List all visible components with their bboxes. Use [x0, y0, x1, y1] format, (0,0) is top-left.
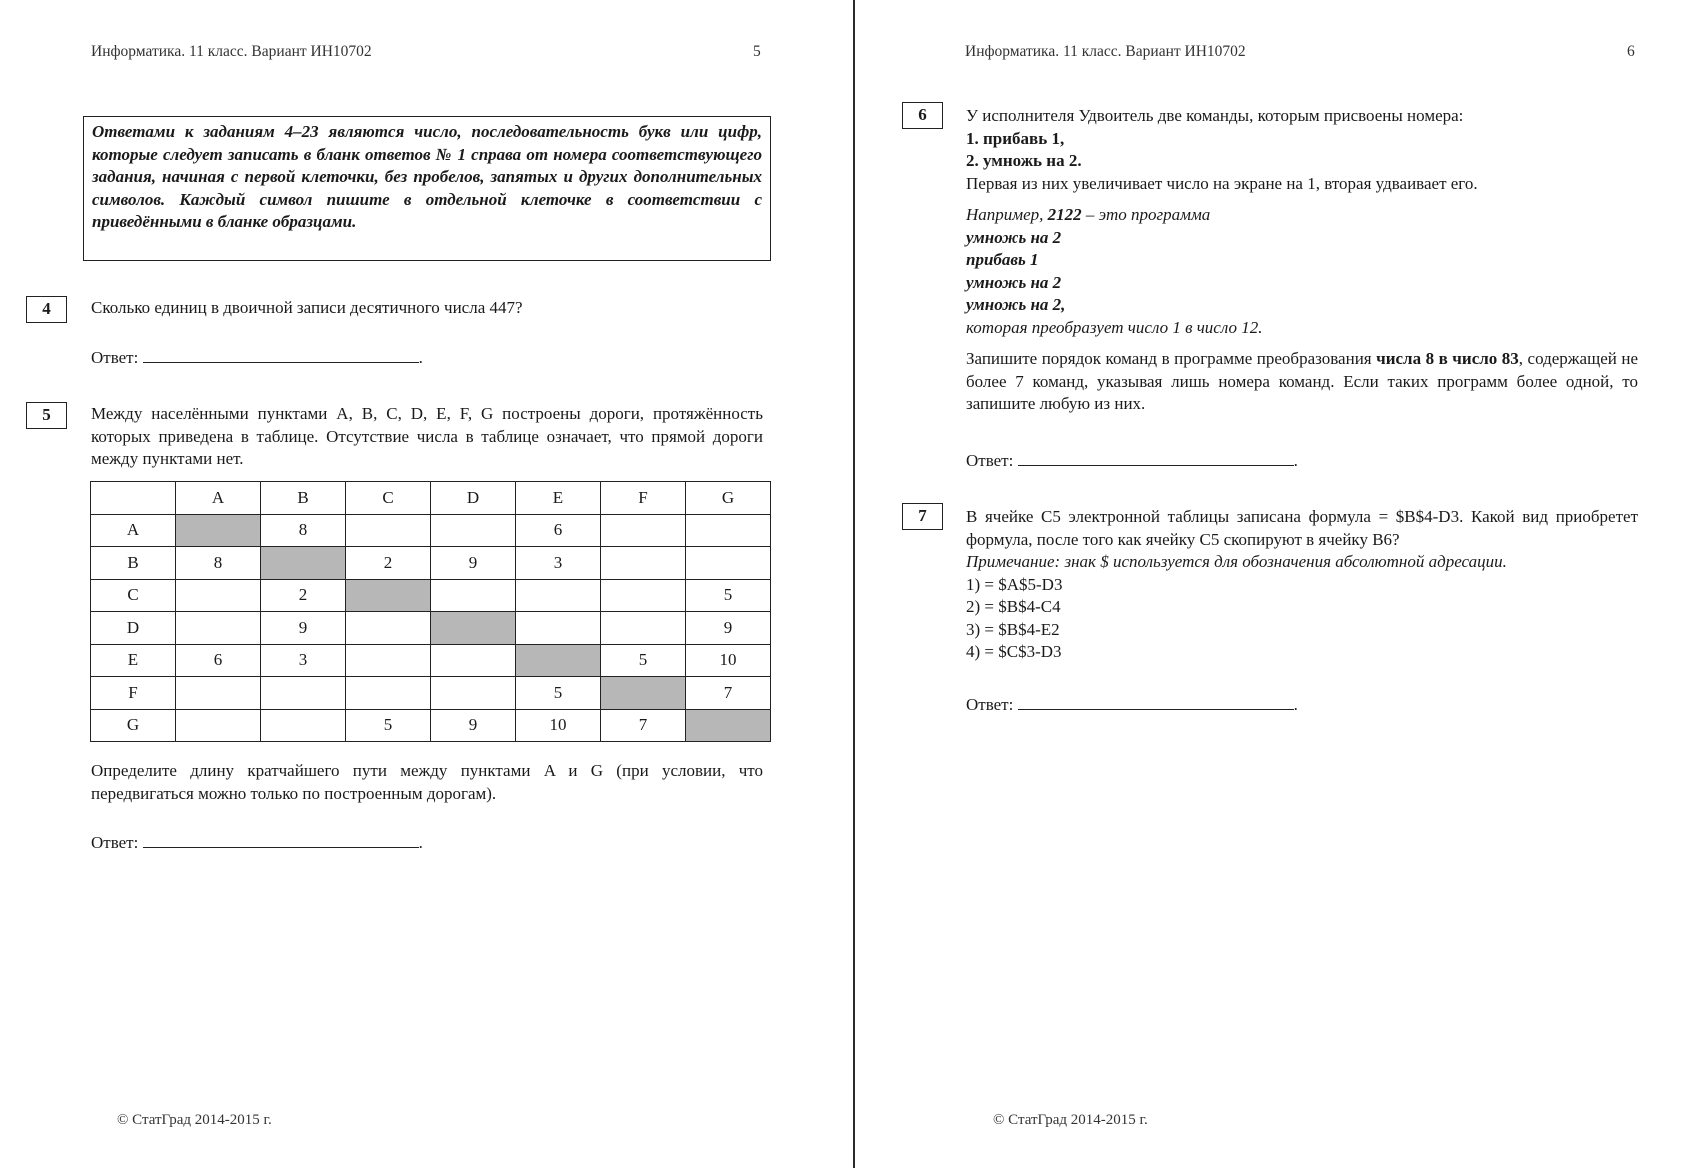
row-header: A — [91, 514, 176, 547]
table-cell: 5 — [686, 579, 771, 612]
task6-example-prefix: Например, — [966, 205, 1048, 224]
table-cell — [176, 612, 261, 645]
task6-question-part2: , содержащей не более 7 команд, указывая лишь номера команд. Если таких программ более одной, то запишите любую из них. — [966, 349, 1638, 413]
task6-example-suffix: – это программа — [1081, 205, 1211, 224]
right-header-title: Информатика. 11 класс. Вариант ИН10702 — [965, 43, 1246, 60]
table-cell — [431, 644, 516, 677]
left-page-number: 5 — [753, 43, 761, 60]
table-cell: 9 — [261, 612, 346, 645]
table-cell — [686, 547, 771, 580]
left-footer: © СтатГрад 2014-2015 г. — [117, 1112, 272, 1128]
table-cell — [601, 514, 686, 547]
table-row — [91, 547, 771, 580]
table-row — [91, 514, 771, 547]
table-cell: 2 — [346, 547, 431, 580]
table-row — [91, 579, 771, 612]
table-corner-cell — [91, 482, 176, 515]
task5-question: Определите длину кратчайшего пути между пунктами A и G (при условии, что передвигаться можно только по построенным дорогам). — [91, 761, 763, 803]
task6-example-step: умножь на 2 — [966, 227, 1062, 247]
task6-example-result: которая преобразует число 1 в число 12. — [966, 317, 1263, 337]
table-cell: 5 — [516, 677, 601, 710]
table-cell — [601, 612, 686, 645]
table-cell — [176, 677, 261, 710]
table-cell-diagonal — [346, 579, 431, 612]
task7-option: 4) = $C$3-D3 — [966, 642, 1062, 661]
table-cell — [516, 579, 601, 612]
row-header: E — [91, 644, 176, 677]
table-cell: 3 — [516, 547, 601, 580]
table-cell — [346, 612, 431, 645]
task6-question — [966, 348, 1638, 416]
task6-body — [966, 105, 1638, 416]
table-cell — [431, 677, 516, 710]
roads-table — [90, 481, 771, 742]
task6-command-2: 2. умножь на 2. — [966, 151, 1082, 170]
task7-body — [966, 506, 1638, 664]
task6-example-line — [966, 204, 1638, 227]
table-cell — [261, 709, 346, 742]
task7-answer-end: . — [1293, 695, 1298, 714]
table-cell: 7 — [601, 709, 686, 742]
task4-answer-label: Ответ: — [91, 348, 139, 367]
task6-intro: У исполнителя Удвоитель две команды, которым присвоены номера: — [966, 106, 1464, 125]
task6-number: 6 — [902, 102, 943, 129]
table-cell: 10 — [686, 644, 771, 677]
table-cell: 8 — [176, 547, 261, 580]
task7-answer-label: Ответ: — [966, 695, 1014, 714]
column-header: C — [346, 482, 431, 515]
table-cell: 9 — [431, 547, 516, 580]
task6-description: Первая из них увеличивает число на экране на 1, вторая удваивает его. — [966, 173, 1478, 193]
task7-answer — [966, 693, 1298, 717]
task6-question-bold: числа 8 в число 83 — [1376, 349, 1519, 368]
task6-answer-field[interactable] — [1018, 449, 1294, 466]
table-cell: 9 — [431, 709, 516, 742]
column-header: F — [601, 482, 686, 515]
table-cell: 6 — [516, 514, 601, 547]
table-cell — [346, 644, 431, 677]
task5-answer-end: . — [418, 833, 423, 852]
column-header: D — [431, 482, 516, 515]
task5-answer — [91, 831, 423, 855]
table-cell-diagonal — [686, 709, 771, 742]
task5-text: Между населёнными пунктами A, B, C, D, E, F, G построены дороги, протяжённость которых приведена в таблице. Отсутствие числа в таблице означает, что прямой дороги между пунктами нет. — [91, 404, 763, 468]
task7-option: 1) = $A$5-D3 — [966, 574, 1063, 594]
table-row — [91, 644, 771, 677]
row-header: B — [91, 547, 176, 580]
instructions-box: Ответами к заданиям 4–23 являются число, последовательность букв или цифр, которые следует записать в бланк ответов № 1 справа от номера соответствующего задания, начиная с первой клеточки, без пробелов, запятых и других дополнительных символов. Каждый символ пишите в отдельной клеточке в соответствии с приведёнными в бланке образцами. — [83, 116, 771, 261]
table-cell-diagonal — [431, 612, 516, 645]
task7-note: Примечание: знак $ используется для обозначения абсолютной адресации. — [966, 552, 1507, 571]
table-cell — [346, 514, 431, 547]
table-cell: 2 — [261, 579, 346, 612]
table-cell: 8 — [261, 514, 346, 547]
table-cell: 9 — [686, 612, 771, 645]
row-header: C — [91, 579, 176, 612]
task4-answer-field[interactable] — [143, 346, 419, 363]
table-row — [91, 677, 771, 710]
table-cell — [516, 612, 601, 645]
task7-number: 7 — [902, 503, 943, 530]
task6-answer — [966, 449, 1298, 473]
task6-answer-label: Ответ: — [966, 451, 1014, 470]
row-header: D — [91, 612, 176, 645]
table-row — [91, 709, 771, 742]
table-cell: 7 — [686, 677, 771, 710]
table-row — [91, 612, 771, 645]
table-cell — [176, 579, 261, 612]
column-header: A — [176, 482, 261, 515]
task7-text: В ячейке C5 электронной таблицы записана формула = $B$4-D3. Какой вид приобретет формула, после того как ячейку C5 скопируют в ячейку B6? — [966, 507, 1638, 549]
table-cell: 5 — [601, 644, 686, 677]
task6-question-part1: Запишите порядок команд в программе преобразования — [966, 349, 1377, 368]
task5-answer-label: Ответ: — [91, 833, 139, 852]
table-cell-diagonal — [516, 644, 601, 677]
page-divider — [853, 0, 855, 1168]
table-cell-diagonal — [176, 514, 261, 547]
table-cell — [431, 579, 516, 612]
task5-number: 5 — [26, 402, 67, 429]
table-cell: 10 — [516, 709, 601, 742]
task4-answer-end: . — [418, 348, 423, 367]
task4-text: Сколько единиц в двоичной записи десятичного числа 447? — [91, 298, 523, 317]
table-header-row — [91, 482, 771, 515]
column-header: G — [686, 482, 771, 515]
table-cell — [346, 677, 431, 710]
table-cell: 3 — [261, 644, 346, 677]
table-cell: 5 — [346, 709, 431, 742]
table-cell: 6 — [176, 644, 261, 677]
task7-option: 3) = $B$4-E2 — [966, 619, 1060, 639]
task6-example-step: умножь на 2 — [966, 272, 1062, 292]
table-cell — [176, 709, 261, 742]
task4-number: 4 — [26, 296, 67, 323]
task6-example-code: 2122 — [1047, 205, 1082, 224]
task6-example-step: прибавь 1 — [966, 250, 1039, 269]
task6-answer-end: . — [1293, 451, 1298, 470]
task7-option: 2) = $B$4-C4 — [966, 597, 1061, 616]
row-header: F — [91, 677, 176, 710]
row-header: G — [91, 709, 176, 742]
table-cell — [686, 514, 771, 547]
right-page-number: 6 — [1627, 43, 1635, 60]
table-cell — [261, 677, 346, 710]
table-cell — [601, 547, 686, 580]
table-cell-diagonal — [601, 677, 686, 710]
task7-answer-field[interactable] — [1018, 693, 1294, 710]
column-header: E — [516, 482, 601, 515]
table-cell — [431, 514, 516, 547]
left-header-title: Информатика. 11 класс. Вариант ИН10702 — [91, 43, 372, 60]
table-cell-diagonal — [261, 547, 346, 580]
right-footer: © СтатГрад 2014-2015 г. — [993, 1112, 1148, 1128]
column-header: B — [261, 482, 346, 515]
task6-example-step: умножь на 2, — [966, 295, 1066, 314]
task5-answer-field[interactable] — [143, 831, 419, 848]
task4-answer — [91, 346, 423, 370]
table-cell — [601, 579, 686, 612]
task6-command-1: 1. прибавь 1, — [966, 128, 1065, 148]
